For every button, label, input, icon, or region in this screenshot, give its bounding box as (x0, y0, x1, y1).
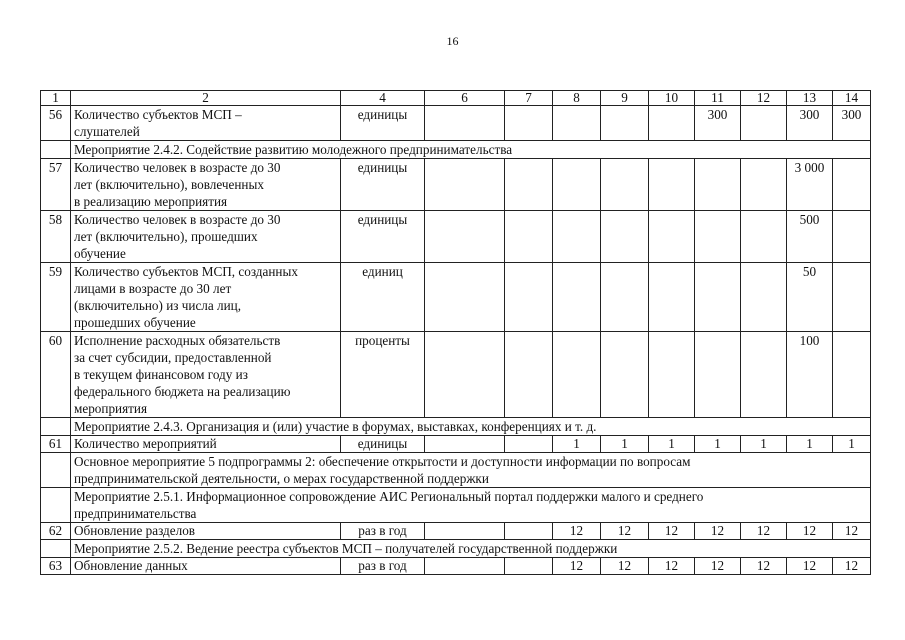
value-cell (425, 211, 505, 263)
indicator-name (71, 436, 341, 453)
value-cell: 12 (649, 558, 695, 575)
indicator-name-line: федерального бюджета на реализацию (74, 384, 291, 399)
indicator-name-line: прошедших обучение (74, 315, 196, 330)
indicator-name-line: Количество человек в возрасте до 30 (74, 212, 281, 227)
value-cell (695, 211, 741, 263)
empty-cell (41, 141, 71, 159)
value-cell: 1 (741, 436, 787, 453)
value-cell (425, 523, 505, 540)
section-title (71, 141, 871, 159)
column-header: 11 (695, 91, 741, 106)
column-header: 1 (41, 91, 71, 106)
value-cell (741, 159, 787, 211)
indicator-name-line: Количество субъектов МСП – (74, 107, 242, 122)
indicator-name-line: Количество субъектов МСП, созданных (74, 264, 298, 279)
row-number: 60 (41, 332, 71, 418)
value-cell (425, 159, 505, 211)
value-cell (425, 106, 505, 141)
value-cell: 1 (553, 436, 601, 453)
value-cell (741, 263, 787, 332)
row-number: 58 (41, 211, 71, 263)
value-cell (741, 106, 787, 141)
section-title-line: предпринимательской деятельности, о мерах государственной поддержки (74, 471, 489, 486)
section-title (71, 540, 871, 558)
value-cell (553, 106, 601, 141)
indicator-name-line: в текущем финансовом году из (74, 367, 248, 382)
unit-cell: единицы (341, 436, 425, 453)
value-cell (741, 332, 787, 418)
indicator-name-line: лет (включительно), вовлеченных (74, 177, 264, 192)
page-number: 16 (446, 34, 459, 48)
column-header-row (41, 91, 871, 106)
table-row (41, 436, 871, 453)
value-cell: 12 (833, 558, 871, 575)
indicator-name-line: Количество мероприятий (74, 436, 217, 451)
value-cell: 12 (553, 523, 601, 540)
value-cell (833, 263, 871, 332)
value-cell: 1 (695, 436, 741, 453)
column-header: 7 (505, 91, 553, 106)
indicator-name-line: Исполнение расходных обязательств (74, 333, 281, 348)
unit-cell: раз в год (341, 558, 425, 575)
value-cell (741, 211, 787, 263)
indicator-name (71, 263, 341, 332)
table-row (41, 523, 871, 540)
indicator-name (71, 523, 341, 540)
indicator-name-line: лицами в возрасте до 30 лет (74, 281, 232, 296)
value-cell (505, 332, 553, 418)
value-cell: 12 (787, 523, 833, 540)
indicator-name (71, 211, 341, 263)
indicator-name (71, 332, 341, 418)
value-cell (505, 211, 553, 263)
row-number: 62 (41, 523, 71, 540)
value-cell: 1 (787, 436, 833, 453)
table-row (41, 558, 871, 575)
row-number: 56 (41, 106, 71, 141)
value-cell: 12 (741, 523, 787, 540)
value-cell (505, 159, 553, 211)
column-header: 2 (71, 91, 341, 106)
value-cell: 12 (601, 558, 649, 575)
value-cell (649, 332, 695, 418)
value-cell: 12 (741, 558, 787, 575)
indicator-name-line: мероприятия (74, 401, 148, 416)
value-cell (505, 558, 553, 575)
indicator-name-line: (включительно) из числа лиц, (74, 298, 242, 313)
row-number: 63 (41, 558, 71, 575)
value-cell: 300 (695, 106, 741, 141)
value-cell (695, 332, 741, 418)
value-cell (425, 263, 505, 332)
section-row (41, 418, 871, 436)
section-row (41, 453, 871, 488)
column-header: 8 (553, 91, 601, 106)
value-cell (425, 436, 505, 453)
value-cell (553, 159, 601, 211)
row-number: 59 (41, 263, 71, 332)
value-cell: 12 (553, 558, 601, 575)
value-cell (601, 159, 649, 211)
table-row (41, 159, 871, 211)
indicator-name-line: слушателей (74, 124, 140, 139)
value-cell (601, 211, 649, 263)
indicator-name-line: Обновление разделов (74, 523, 196, 538)
column-header: 4 (341, 91, 425, 106)
value-cell (505, 263, 553, 332)
empty-cell (41, 540, 71, 558)
value-cell (553, 332, 601, 418)
value-cell (649, 159, 695, 211)
value-cell: 12 (601, 523, 649, 540)
value-cell (695, 263, 741, 332)
value-cell: 500 (787, 211, 833, 263)
section-title (71, 453, 871, 488)
value-cell: 12 (649, 523, 695, 540)
section-title-line: предпринимательства (74, 506, 197, 521)
value-cell: 100 (787, 332, 833, 418)
value-cell: 1 (601, 436, 649, 453)
value-cell: 300 (787, 106, 833, 141)
value-cell: 1 (833, 436, 871, 453)
value-cell (553, 263, 601, 332)
value-cell: 12 (695, 523, 741, 540)
value-cell (505, 106, 553, 141)
unit-cell: раз в год (341, 523, 425, 540)
section-title-line: Мероприятие 2.5.2. Ведение реестра субъектов МСП – получателей государственной поддержки (74, 541, 618, 556)
section-row (41, 488, 871, 523)
column-header: 12 (741, 91, 787, 106)
section-title-line: Мероприятие 2.5.1. Информационное сопровождение АИС Региональный портал поддержки малого и среднего (74, 489, 704, 504)
value-cell (425, 558, 505, 575)
section-row (41, 141, 871, 159)
value-cell (425, 332, 505, 418)
value-cell (505, 523, 553, 540)
row-number: 61 (41, 436, 71, 453)
indicators-table (40, 90, 871, 575)
section-title-line: Мероприятие 2.4.2. Содействие развитию молодежного предпринимательства (74, 142, 513, 157)
section-title-line: Основное мероприятие 5 подпрограммы 2: обеспечение открытости и доступности информации по вопросам (74, 454, 691, 469)
unit-cell: проценты (341, 332, 425, 418)
value-cell: 12 (833, 523, 871, 540)
value-cell (601, 332, 649, 418)
column-header: 14 (833, 91, 871, 106)
value-cell (833, 332, 871, 418)
indicator-name-line: за счет субсидии, предоставленной (74, 350, 272, 365)
table-row (41, 332, 871, 418)
indicator-name-line: в реализацию мероприятия (74, 194, 228, 209)
section-title-line: Мероприятие 2.4.3. Организация и (или) участие в форумах, выставках, конференциях и т. д. (74, 419, 597, 434)
indicator-name-line: лет (включительно), прошедших (74, 229, 258, 244)
value-cell: 50 (787, 263, 833, 332)
unit-cell: единиц (341, 263, 425, 332)
unit-cell: единицы (341, 106, 425, 141)
indicator-name (71, 558, 341, 575)
indicator-name-line: Количество человек в возрасте до 30 (74, 160, 281, 175)
value-cell (601, 106, 649, 141)
section-title (71, 418, 871, 436)
column-header: 13 (787, 91, 833, 106)
indicator-name (71, 106, 341, 141)
value-cell (649, 211, 695, 263)
value-cell (695, 159, 741, 211)
indicator-name (71, 159, 341, 211)
empty-cell (41, 488, 71, 523)
value-cell (505, 436, 553, 453)
section-row (41, 540, 871, 558)
empty-cell (41, 418, 71, 436)
value-cell: 3 000 (787, 159, 833, 211)
indicator-name-line: Обновление данных (74, 558, 188, 573)
column-header: 10 (649, 91, 695, 106)
row-number: 57 (41, 159, 71, 211)
table-row (41, 106, 871, 141)
value-cell (601, 263, 649, 332)
column-header: 9 (601, 91, 649, 106)
value-cell: 12 (695, 558, 741, 575)
unit-cell: единицы (341, 159, 425, 211)
table-row (41, 211, 871, 263)
section-title (71, 488, 871, 523)
indicator-name-line: обучение (74, 246, 126, 261)
value-cell (553, 211, 601, 263)
value-cell: 1 (649, 436, 695, 453)
table-row (41, 263, 871, 332)
value-cell (649, 106, 695, 141)
unit-cell: единицы (341, 211, 425, 263)
value-cell (833, 159, 871, 211)
value-cell (833, 211, 871, 263)
value-cell (649, 263, 695, 332)
empty-cell (41, 453, 71, 488)
column-header: 6 (425, 91, 505, 106)
value-cell: 300 (833, 106, 871, 141)
value-cell: 12 (787, 558, 833, 575)
